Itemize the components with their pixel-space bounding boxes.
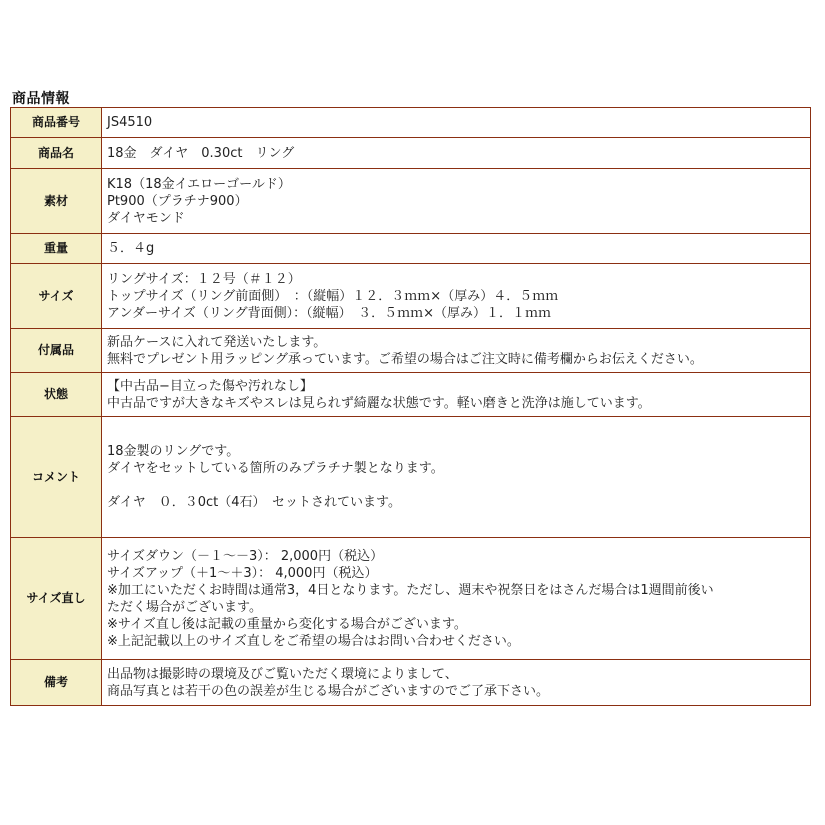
row-label: 備考	[11, 660, 102, 706]
row-label: 商品名	[11, 138, 102, 169]
value-line: ダイヤ ０．３0ct（4石） セットされています。	[107, 495, 401, 510]
row-size	[11, 264, 811, 329]
value-line: 中古品ですが大きなキズやスレは見られず綺麗な状態です。軽い磨きと洗浄は施しています。	[107, 395, 651, 411]
row-value	[102, 138, 811, 169]
row-accessories	[11, 329, 811, 373]
row-material	[11, 169, 811, 234]
value-line: 無料でプレゼント用ラッピング承っています。ご希望の場合はご注文時に備考欄からお伝えください。	[107, 351, 703, 367]
row-remarks	[11, 660, 811, 706]
value-line: JS4510	[107, 115, 153, 130]
row-label: 商品番号	[11, 108, 102, 138]
row-label: 付属品	[11, 329, 102, 373]
row-label: 状態	[11, 373, 102, 417]
value-line: ※上記記載以上のサイズ直しをご希望の場合はお問い合わせください。	[107, 633, 520, 649]
row-value	[102, 660, 811, 706]
row-label: 素材	[11, 169, 102, 234]
value-line: ※加工にいただくお時間は通常3，4日となります。ただし、週末や祝祭日をはさんだ場合は1週間前後い	[107, 582, 714, 598]
value-line: 新品ケースに入れて発送いたします。	[107, 334, 327, 350]
value-line: トップサイズ（リング前面側） ：（縦幅）１２．３ｍｍ×（厚み）４．５ｍｍ	[107, 288, 559, 304]
row-value	[102, 264, 811, 329]
value-line: 商品写真とは若干の色の誤差が生じる場合がございますのでご了承下さい。	[107, 683, 550, 699]
row-value	[102, 234, 811, 264]
value-line: 【中古品−目立った傷や汚れなし】	[107, 378, 313, 394]
row-comment	[11, 417, 811, 538]
value-line: ダイヤをセットしている箇所のみプラチナ製となります。	[107, 461, 444, 476]
row-weight	[11, 234, 811, 264]
row-value	[102, 538, 811, 660]
value-line: 出品物は撮影時の環境及びご覧いただく環境によりまして、	[107, 666, 458, 682]
row-value	[102, 169, 811, 234]
row-product-name	[11, 138, 811, 169]
value-line: リングサイズ：１２号（＃１２）	[107, 271, 301, 287]
value-line: ただく場合がございます。	[107, 599, 262, 615]
row-resize	[11, 538, 811, 660]
row-value	[102, 373, 811, 417]
blank-line	[107, 477, 804, 494]
row-label: サイズ	[11, 264, 102, 329]
value-line: 18金 ダイヤ 0.30ct リング	[107, 145, 295, 161]
value-line: ダイヤモンド	[107, 210, 185, 226]
value-line: ※サイズ直し後は記載の重量から変化する場合がございます。	[107, 616, 467, 632]
row-value	[102, 417, 811, 538]
value-line: アンダーサイズ（リング背面側）：（縦幅） ３．５ｍｍ×（厚み）１．１ｍｍ	[107, 305, 552, 321]
value-line: サイズアップ（＋1～＋3）： 4,000円（税込）	[107, 565, 378, 581]
value-line: ５．４g	[107, 241, 155, 256]
row-value	[102, 329, 811, 373]
row-label: サイズ直し	[11, 538, 102, 660]
row-label: コメント	[11, 417, 102, 538]
row-condition	[11, 373, 811, 417]
row-label: 重量	[11, 234, 102, 264]
row-value	[102, 108, 811, 138]
value-line: K18（18金イエローゴールド）	[107, 176, 291, 192]
section-title: 商品情報	[12, 91, 70, 107]
value-line: Pt900（プラチナ900）	[107, 193, 248, 209]
value-line: 18金製のリングです。	[107, 444, 240, 459]
value-line: サイズダウン（－１～－3）： 2,000円（税込）	[107, 548, 384, 564]
product-info-table	[10, 107, 811, 706]
row-product-number	[11, 108, 811, 138]
